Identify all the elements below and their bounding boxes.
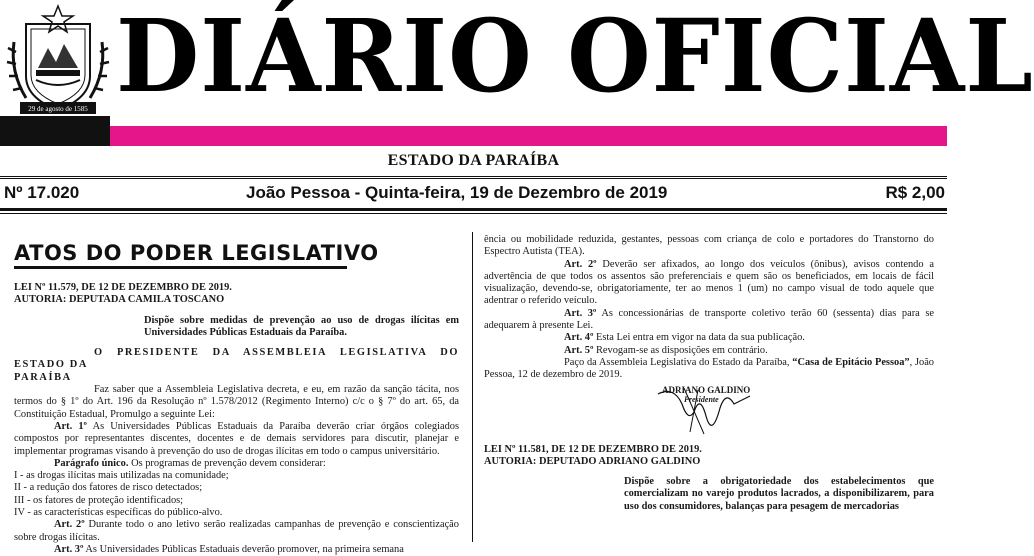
signer-role: Presidente — [684, 394, 719, 404]
paragraph-label: Parágrafo único. — [54, 457, 129, 469]
edition-info-bar — [0, 182, 947, 206]
law2-author: AUTORIA: DEPUTADO ADRIANO GALDINO — [484, 455, 701, 467]
r-art2-text: Deverão ser afixados, ao longo dos veículos (ônibus), avisos contendo a advertência de que todos os assentos são preferenciais e quem são os beneficiados, em locais de fácil visualização, devendo-se, obrigatoriamente, ter ao menos 1 (um) no campo visual de todo aquele que adentrar o referido veículo. — [484, 258, 934, 307]
r-art3-text: As concessionárias de transporte coletivo terão 60 (sessenta) dias para se adequarem à presente Lei. — [484, 307, 934, 332]
masthead — [0, 0, 1034, 150]
rule-after — [0, 213, 947, 214]
art3-label: Art. 3º — [54, 543, 84, 555]
edition-price: R$ 2,00 — [885, 183, 945, 202]
art2-label: Art. 2º — [54, 519, 85, 531]
masthead-pink-bar — [110, 126, 947, 146]
paragraph-text: Os programas de prevenção devem considerar: — [128, 457, 326, 469]
section-title: ATOS DO PODER LEGISLATIVO — [14, 241, 379, 265]
r-art3-label: Art. 3º — [564, 307, 597, 319]
r-art5-label: Art. 5º — [564, 344, 594, 356]
signature-block — [654, 382, 934, 440]
state-name: ESTADO DA PARAÍBA — [387, 152, 560, 169]
preamble: Faz saber que a Assembleia Legislativa decreta, e eu, em razão da sanção tácita, nos termos do § 1º do Art. 196 da Resolução nº 1.578/2012 (Regimento Interno) c/c o § 7º do art. 65, da Constituição Estadual, Promulgo a seguinte Lei: — [14, 384, 459, 420]
list-item: III - os fatores de proteção identificados; — [14, 494, 184, 506]
masthead-black-bar — [0, 116, 110, 146]
list-item: II - a redução dos fatores de risco detectados; — [14, 482, 203, 494]
law2-summary: Dispõe sobre a obrigatoriedade dos estabelecimentos que comercializam no varejo produtos lacrados, a disponibilizarem, para uso dos consumidores, balanças para pesagem de mercadorias — [624, 476, 934, 512]
edition-date: João Pessoa - Quinta-feira, 19 de Dezembro de 2019 — [246, 183, 668, 202]
presidente-heading-2: PARAÍBA — [14, 371, 72, 383]
art1-text: As Universidades Públicas Estaduais da Paraíba deverão criar órgãos colegiados compostos por representantes discentes, docentes e de demais servidores para discutir, planejar e implementar programas visando à prevenção do uso de drogas ilícitas em todo o campus universitário. — [14, 420, 460, 457]
art1-label: Art. 1º — [54, 420, 87, 432]
rule-top-2 — [0, 178, 947, 179]
art2-text: Durante todo o ano letivo serão realizadas campanhas de prevenção e conscientização sobre drogas ilícitas. — [14, 519, 459, 543]
law-summary: Dispõe sobre medidas de prevenção ao uso de drogas ilícitas em Universidades Públicas Estaduais da Paraíba. — [144, 314, 459, 338]
r-art2-label: Art. 2º — [564, 258, 597, 270]
paco-bold: “Casa de Epitácio Pessoa” — [792, 356, 910, 368]
section-underline — [14, 266, 347, 269]
state-crest-icon — [4, 2, 112, 116]
r-art4-label: Art. 4º — [564, 332, 594, 344]
r-art4-text: Esta Lei entra em vigor na data da sua publicação. — [593, 332, 805, 344]
art3-text: As Universidades Públicas Estaduais deverão promover, na primeira semana — [83, 543, 404, 555]
law-author: AUTORIA: DEPUTADA CAMILA TOSCANO — [14, 294, 225, 306]
rule-thick — [0, 208, 947, 211]
rule-top — [0, 176, 947, 177]
signer-name: ADRIANO GALDINO — [662, 384, 751, 395]
paco-text: Paço da Assembleia Legislativa do Estado da Paraíba, — [564, 356, 793, 368]
law-title: LEI Nº 11.579, DE 12 DE DEZEMBRO DE 2019. — [14, 282, 232, 293]
continued-text: ência ou mobilidade reduzida, gestantes, pessoas com criança de colo e portadores do Transtorno do Espectro Autista (TEA). — [484, 234, 934, 258]
presidente-heading-1: O PRESIDENTE DA ASSEMBLEIA LEGISLATIVA DO ESTADO DA — [14, 347, 459, 371]
list-item: IV - as características específicas do público-alvo. — [14, 507, 223, 519]
paco-end: , João Pessoa, 12 de dezembro de 2019. — [484, 356, 934, 381]
crest-banner-text: 29 de agosto de 1585 — [28, 105, 88, 113]
column-divider — [472, 232, 473, 542]
law2-title: LEI Nº 11.581, DE 12 DE DEZEMBRO DE 2019. — [484, 443, 702, 455]
r-art5-text: Revogam-se as disposições em contrário. — [593, 344, 768, 356]
left-column — [14, 282, 459, 556]
list-item: I - as drogas ilícitas mais utilizadas na comunidade; — [14, 470, 229, 482]
right-column — [484, 234, 934, 513]
edition-number: Nº 17.020 — [4, 183, 80, 202]
newspaper-title: DIÁRIO OFICIAL — [116, 0, 1034, 115]
